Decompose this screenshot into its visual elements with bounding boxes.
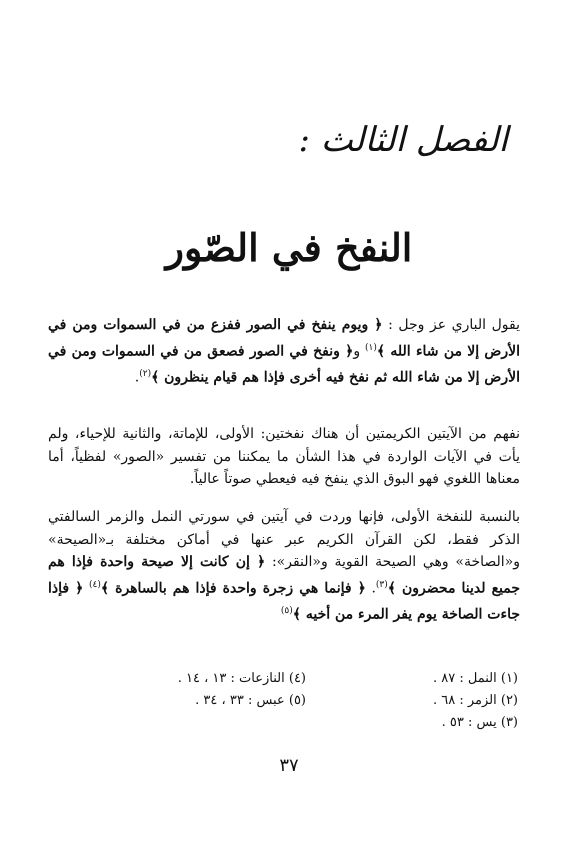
paragraph-1 xyxy=(48,314,520,389)
footnote-item: (٢) الزمر : ٦٨ . xyxy=(432,693,518,708)
footnote-ref: (٤) xyxy=(88,579,101,590)
chapter-heading: الفصل الثالث : xyxy=(298,120,508,160)
quran-quote: ﴿ فإذا جاءت الصاخة يوم يفر المرء من أخيه ﴾ xyxy=(48,580,520,623)
paragraph-3-text: بالنسبة للنفخة الأولى، فإنها وردت في آيتين في سورتي النمل والزمر السالفتي الذكر فقط، لكن القرآن الكريم عبر عنها في أماكن مختلفة بـ«الصيحة» و«الصاخة» وهي الصيحة القوية و«النقر»: xyxy=(48,509,520,570)
footnote-item: (٥) عبس : ٣٣ ، ٣٤ . xyxy=(195,693,306,708)
footnote-ref: (٣) xyxy=(375,579,388,590)
footnote-ref: (١) xyxy=(365,342,377,353)
footnotes-column-right xyxy=(433,668,518,734)
connector-text: و xyxy=(353,343,365,360)
page-number: ٣٧ xyxy=(279,755,299,776)
footnote-item: (١) النمل : ٨٧ . xyxy=(432,671,518,686)
footnote-ref: (٢) xyxy=(139,368,152,379)
footnote-item: (٤) النازعات : ١٣ ، ١٤ . xyxy=(177,671,306,686)
footnote-ref: (٥) xyxy=(280,605,293,616)
footnotes-column-left xyxy=(178,668,306,712)
paragraph-2: نفهم من الآيتين الكريمتين أن هناك نفختين: الأولى، للإماتة، والثانية للإحياء، ولم يأت في الآيات الواردة في هذا الشأن ما يمكننا من تفسير «الصور» لفظياً، أما معناها اللغوي فهو البوق الذي ينفخ فيه فيعطي صوتاً عالياً. xyxy=(48,426,520,487)
section-title: النفخ في الصّور xyxy=(165,225,413,270)
quran-quote: ﴿ فإنما هي زجرة واحدة فإذا هم بالساهرة ﴾ xyxy=(100,580,366,597)
quran-quote: ﴿ ونفخ في الصور فصعق من في السموات ومن في الأرض إلا من شاء الله ثم نفخ فيه أخرى فإذا هم قيام ينظرون ﴾ xyxy=(48,343,520,386)
quran-quote: ﴿ ويوم ينفخ في الصور ففزع من في السموات ومن في الأرض إلا من شاء الله ﴾ xyxy=(48,317,520,360)
quran-quote: ﴿ إن كانت إلا صيحة واحدة فإذا هم جميع لدينا محضرون ﴾ xyxy=(48,554,520,597)
footnote-item: (٣) يس : ٥٣ . xyxy=(441,715,518,730)
paragraph-3: بالنسبة للنفخة الأولى، فإنها وردت في آيتين في سورتي النمل والزمر السالفتي الذكر فقط، لكن القرآن الكريم عبر عنها في أماكن مختلفة بـ«الصيحة» و«الصاخة» وهي الصيحة القوية و«النقر»: ﴿ إن كانت إلا صيحة واحدة فإذا هم جميع لدينا محضرون ﴾$^{(٣)}$. ﴿ فإنما هي زجرة واحدة فإذا هم بالساهرة ﴾$^{(٤)}$ ﴿ فإذا جاءت الصاخة يوم يفر المرء من أخيه ﴾$^{(٥)}$ xyxy=(48,509,520,623)
sentence-end: . xyxy=(134,369,140,386)
paragraph-1-intro: يقول الباري عز وجل : xyxy=(382,317,520,333)
